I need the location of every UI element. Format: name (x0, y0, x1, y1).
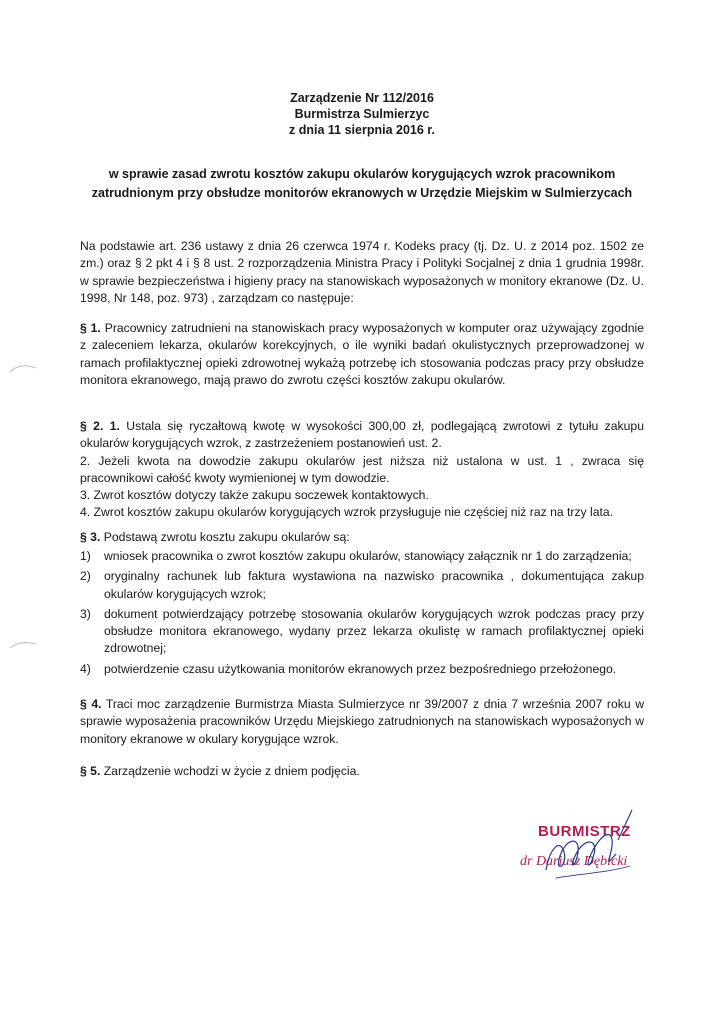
section-2-point-4: 4. Zwrot kosztów zakupu okularów korygujących wzrok przysługuje nie częściej niż raz na trzy lata. (80, 505, 614, 520)
section-2-label: § 2. 1. (80, 419, 120, 433)
section-2-point-3: 3. Zwrot kosztów dotyczy także zakupu soczewek kontaktowych. (80, 488, 429, 503)
subject-line-1: w sprawie zasad zwrotu kosztów zakupu okularów korygujących wzrok pracownikom (108, 167, 616, 181)
list-item (80, 661, 644, 678)
list-item-number: 4) (80, 661, 91, 676)
handwritten-signature (520, 808, 650, 888)
section-3-label: § 3. (80, 530, 101, 544)
list-item (80, 548, 644, 565)
document-header (0, 90, 724, 138)
section-2 (80, 418, 644, 522)
margin-mark (6, 634, 42, 654)
preamble: Na podstawie art. 236 ustawy z dnia 26 czerwca 1974 r. Kodeks pracy (tj. Dz. U. z 2014 poz. 1502 ze zm.) oraz § 2 pkt 4 i § 8 ust. 2 rozporządzenia Ministra Pracy i Polityki Socjalnej z dnia 1 grudnia 1998r. w sprawie bezpieczeństwa i higieny pracy na stanowiskach wyposażonych w monitory ekranowe (Dz. U. 1998, Nr 148, poz. 973) , zarządzam co następuje: (80, 239, 644, 305)
section-5-label: § 5. (80, 764, 101, 778)
ordinance-number: Zarządzenie Nr 112/2016 (290, 91, 434, 105)
section-1-label: § 1. (80, 321, 101, 335)
section-4-text: Traci moc zarządzenie Burmistrza Miasta Sulmierzyce nr 39/2007 z dnia 7 września 2007 roku w sprawie wyposażenia pracowników Urzędu Miejskiego zatrudnionych na stanowiskach wyposażonych w monitory ekranowe w okulary korygujące wzrok. (80, 697, 644, 746)
list-item-text: oryginalny rachunek lub faktura wystawiona na nazwisko pracownika , dokumentująca zakup okularów korygujących wzrok; (104, 569, 644, 601)
list-item-text: dokument potwierdzający potrzebę stosowania okularów korygujących wzrok podczas pracy przy obsłudze monitora ekranowego, wydany przez lekarza okulistę w ramach profilaktycznej opieki zdrowotnej; (104, 606, 644, 656)
list-item-number: 2) (80, 569, 91, 584)
section-1-text: Pracownicy zatrudnieni na stanowiskach pracy wyposażonych w komputer oraz używający zgodnie z zaleceniem lekarza, okularów korekcyjnych, o ile wyniki badań okulistycznych przeprowadzonej w ramach profilaktycznej opieki zdrowotnej wykażą potrzebę ich stosowania podczas pracy przy obsłudze monitora ekranowego, mają prawo do zwrotu części kosztów zakupu okularów. (80, 321, 644, 387)
list-item-number: 1) (80, 549, 91, 563)
margin-mark (6, 358, 42, 378)
signature-name: dr Dariusz Dębicki (520, 854, 628, 869)
section-4 (80, 696, 644, 748)
list-item (80, 606, 644, 658)
section-3-intro-text: Podstawą zwrotu kosztu zakupu okularów są: (103, 530, 350, 544)
list-item-text: wniosek pracownika o zwrot kosztów zakupu okularów, stanowiący załącznik nr 1 do zarządzenia; (104, 549, 632, 563)
section-3-list (80, 548, 644, 678)
signature-title: BURMISTRZ (538, 823, 631, 840)
list-item-number: 3) (80, 606, 91, 621)
section-5-text: Zarządzenie wchodzi w życie z dniem podjęcia. (103, 764, 360, 778)
document-subject (60, 165, 664, 203)
list-item-text: potwierdzenie czasu użytkowania monitorów ekranowych przez bezpośredniego przełożonego. (104, 661, 617, 676)
subject-line-2: zatrudnionym przy obsłudze monitorów ekranowych w Urzędzie Miejskim w Sulmierzycach (91, 186, 633, 200)
section-1 (80, 320, 644, 389)
section-4-label: § 4. (80, 697, 102, 711)
list-item (80, 568, 644, 603)
section-3-intro (80, 529, 644, 546)
issue-date: z dnia 11 sierpnia 2016 r. (289, 123, 435, 137)
section-5 (80, 763, 644, 780)
section-2-point-1: Ustala się ryczałtową kwotę w wysokości 300,00 zł, podlegającą zwrotowi z tytułu zakupu okularów korygujących wzrok, z zastrzeżeniem postanowień ust. 2. (80, 419, 644, 451)
issuer: Burmistrza Sulmierzyc (294, 107, 430, 121)
section-2-point-2: 2. Jeżeli kwota na dowodzie zakupu okularów jest niższa niż ustalona w ust. 1 , zwraca się pracownikowi całość kwoty wymienionej w tym dowodzie. (80, 453, 644, 485)
